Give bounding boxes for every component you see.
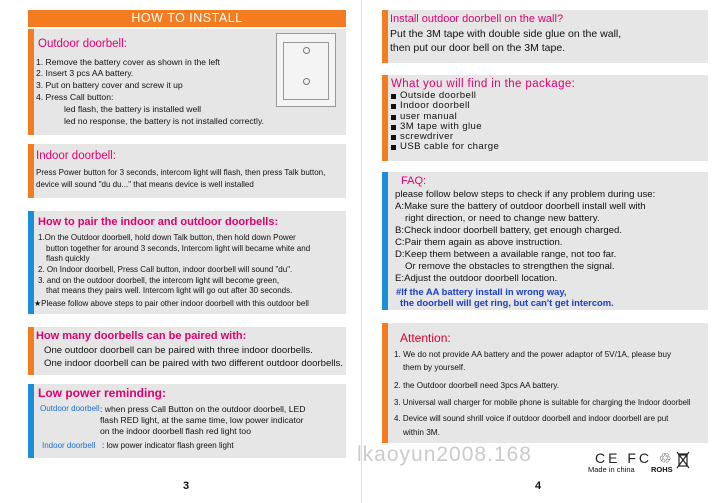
outdoor-step-4: 4. Press Call button: [36, 92, 114, 102]
outdoor-step-1: 1. Remove the battery cover as shown in the left [36, 57, 220, 67]
pairing-capacity-title: How many doorbells can be paired with: [36, 330, 247, 342]
pairing-capacity-line-2: One indoor doorbell can be paired with two different outdoor doorbells. [44, 358, 344, 369]
package-section [382, 75, 708, 161]
low-power-indoor-label: Indoor doorbell [42, 441, 96, 450]
faq-title: FAQ: [401, 175, 427, 187]
faq-note-1: #If the AA battery install in wrong way, [396, 286, 567, 297]
faq-line-c: C:Pair them again as above instruction. [395, 237, 563, 248]
pairing-line-7: ★Please follow above steps to pair other indoor doorbell with this outdoor bell [34, 299, 309, 308]
faq-section [382, 172, 708, 310]
outdoor-doorbell-title: Outdoor doorbell: [38, 38, 127, 50]
indoor-line-1: Press Power button for 3 seconds, intercom light will flash, then press Talk button, [36, 168, 326, 177]
install-wall-section [382, 10, 708, 63]
indoor-line-2: device will sound "du du..." that means device is well installed [36, 180, 254, 189]
outdoor-step-4b: led no response, the battery is not installed correctly. [64, 116, 264, 126]
faq-line-a2: right direction, or need to change new battery. [405, 213, 600, 224]
low-power-outdoor-line-1: : when press Call Button on the outdoor doorbell, LED [100, 404, 306, 414]
watermark: lkaoyun2008.168 [357, 443, 532, 466]
package-title: What you will find in the package: [391, 78, 576, 90]
screw-top [303, 47, 310, 54]
faq-line-a: A:Make sure the battery of outdoor doorbell install well with [395, 201, 646, 212]
package-item: USB cable for charge [391, 142, 499, 152]
made-in-china-label: Made in china [588, 465, 635, 474]
rohs-label: ROHS [651, 465, 673, 474]
install-wall-line-1: Put the 3M tape with double side glue on the wall, [390, 28, 622, 40]
low-power-section [28, 384, 346, 458]
certification-marks: CE FC ♲ [595, 450, 675, 466]
screw-bottom [303, 78, 310, 85]
package-item: Indoor doorbell [391, 101, 499, 111]
page-number-4: 4 [535, 480, 542, 492]
faq-line-0: please follow below steps to check if any problem during use: [395, 189, 656, 200]
attention-line-1: 1. We do not provide AA battery and the power adaptor of 5V/1A, please buy [394, 350, 672, 359]
page-number-3: 3 [183, 480, 190, 492]
battery-cover-illustration [276, 33, 336, 107]
indoor-doorbell-section [28, 144, 346, 198]
faq-note-2: the doorbell will get ring, but can't get intercom. [400, 297, 614, 308]
low-power-outdoor-label: Outdoor doorbell [40, 404, 100, 413]
package-item: user manual [391, 112, 499, 122]
outdoor-step-2: 2. Insert 3 pcs AA battery. [36, 68, 134, 78]
package-list [391, 91, 499, 153]
attention-line-2: 2. the Outdoor doorbell need 3pcs AA battery. [394, 381, 560, 390]
outdoor-step-3: 3. Put on battery cover and screw it up [36, 80, 183, 90]
package-item: 3M tape with glue [391, 122, 499, 132]
faq-line-d: D:Keep them between a available range, not too far. [395, 249, 617, 260]
install-wall-title: Install outdoor doorbell on the wall? [390, 13, 564, 25]
pairing-section [28, 211, 346, 314]
attention-line-4: 4. Device will sound shrill voice if outdoor doorbell and indoor doorbell are put [394, 414, 669, 423]
pairing-title: How to pair the indoor and outdoor doorbells: [38, 216, 279, 228]
pairing-line-3: flash quickly [46, 254, 90, 263]
attention-section [382, 323, 708, 443]
pairing-line-5: 3. and on the outdoor doorbell, the intercom light will become green, [38, 276, 280, 285]
pairing-line-2: button together for around 3 seconds, Intercom light will became white and [46, 244, 311, 253]
attention-line-3: 3. Universal wall charger for mobile phone is suitable for charging the Indoor doorbell [394, 398, 691, 407]
pairing-line-6: that means they pairs well. Intercom light will go out after 30 seconds. [46, 286, 293, 295]
install-wall-line-2: then put our door bell on the 3M tape. [390, 42, 566, 54]
indoor-doorbell-title: Indoor doorbell: [36, 150, 116, 162]
page-3 [0, 0, 361, 503]
attention-line-4b: within 3M. [403, 428, 440, 437]
attention-title: Attention: [400, 331, 451, 345]
outdoor-step-4a: led flash, the battery is installed well [64, 104, 202, 114]
low-power-indoor-text: : low power indicator flash green light [102, 441, 234, 450]
low-power-outdoor-line-2: flash RED light, at the same time, low power indicator [100, 415, 304, 425]
attention-line-1b: them by yourself. [403, 363, 466, 372]
pairing-line-4: 2. On Indoor doorbell, Press Call button, indoor doorbell will sound "du". [38, 265, 293, 274]
page-4 [362, 0, 723, 503]
how-to-install-banner: HOW TO INSTALL [28, 10, 346, 27]
faq-line-e: E:Adjust the outdoor doorbell location. [395, 273, 558, 284]
faq-line-d2: Or remove the obstacles to strengthen the signal. [405, 261, 615, 272]
faq-line-b: B:Check indoor doorbell battery, get enough charged. [395, 225, 623, 236]
package-item: screwdriver [391, 132, 499, 142]
pairing-capacity-section [28, 327, 346, 375]
pairing-capacity-line-1: One outdoor doorbell can be paired with three indoor doorbells. [44, 345, 313, 356]
low-power-title: Low power reminding: [38, 386, 166, 400]
weee-bin-icon [676, 451, 690, 469]
package-item: Outside doorbell [391, 91, 499, 101]
low-power-outdoor-line-3: on the indoor doorbell flash red light too [100, 426, 251, 436]
pairing-line-1: 1.On the Outdoor doorbell, hold down Talk button, then hold down Power [38, 233, 296, 242]
